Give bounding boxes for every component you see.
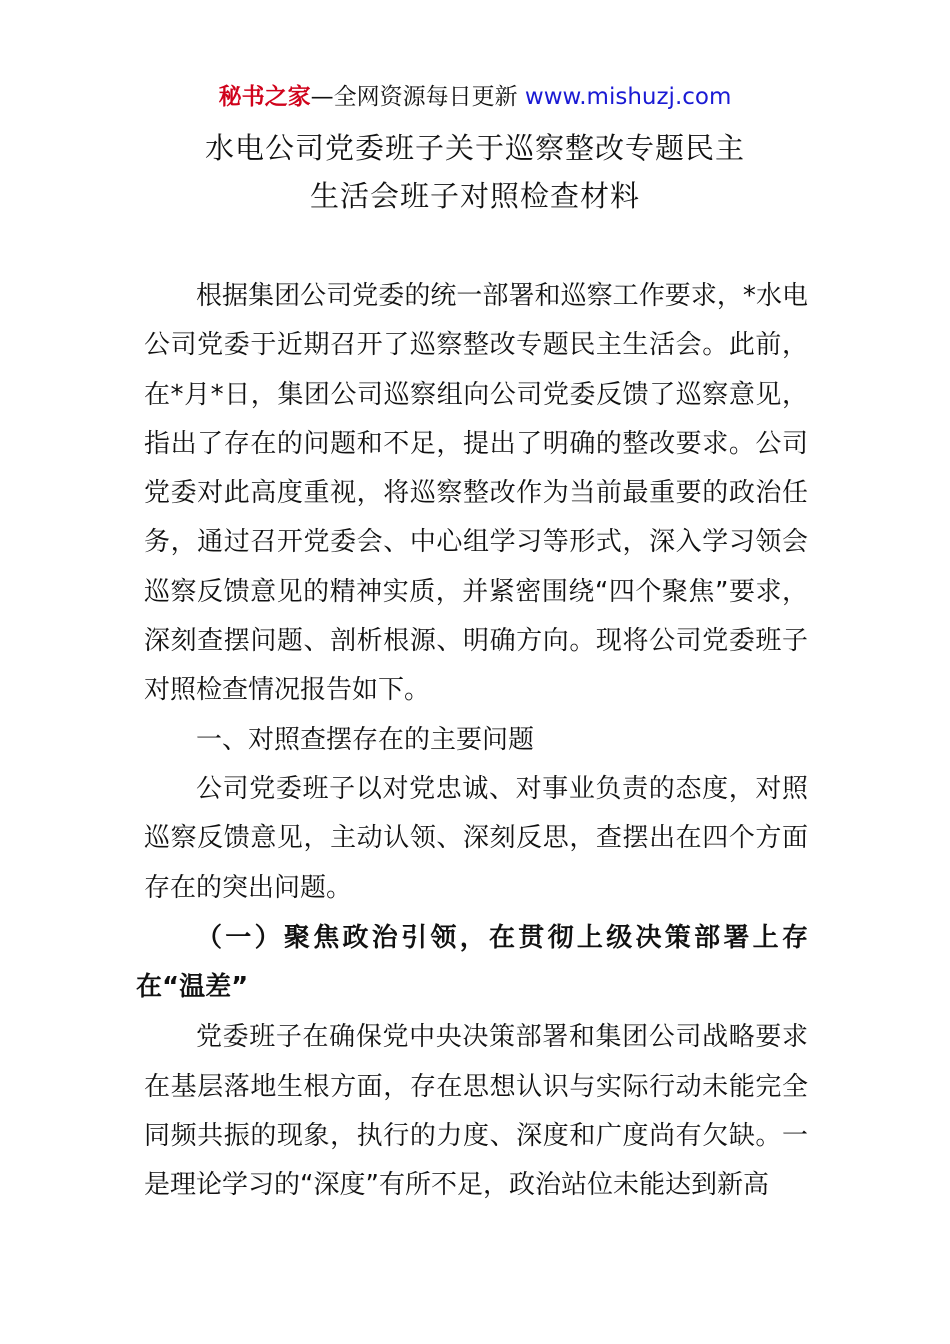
header-slogan: —全网资源每日更新	[310, 84, 525, 110]
document-title-line-2: 生活会班子对照检查材料	[309, 179, 640, 213]
site-header	[0, 80, 950, 114]
document-title-line-1: 水电公司党委班子关于巡察整改专题民主	[204, 131, 745, 165]
intro-paragraph: 根据集团公司党委的统一部署和巡察工作要求，*水电公司党委于近期召开了巡察整改专题民主生活会。此前，在*月*日，集团公司巡察组向公司党委反馈了巡察意见，指出了存在的问题和不足，提出了明确的整改要求。公司党委对此高度重视，将巡察整改作为当前最重要的政治任务，通过召开党委会、中心组学习等形式，深入学习领会巡察反馈意见的精神实质，并紧密围绕“四个聚焦”要求，深刻查摆问题、剖析根源、明确方向。现将公司党委班子对照检查情况报告如下。	[144, 281, 808, 706]
section-heading: 一、对照查摆存在的主要问题	[196, 724, 535, 755]
brand-name: 秘书之家	[218, 84, 311, 110]
document-body	[136, 272, 808, 1211]
subsection-paragraph: 党委班子在确保党中央决策部署和集团公司战略要求在基层落地生根方面，存在思想认识与实际行动未能完全同频共振的现象，执行的力度、深度和广度尚有欠缺。一是理论学习的“深度”有所不足，政治站位未能达到新高	[144, 1022, 808, 1201]
subsection-heading: （一）聚焦政治引领，在贯彻上级决策部署上存在“温差”	[136, 922, 808, 1003]
site-url[interactable]: www.mishuzj.com	[524, 84, 732, 110]
section-intro-paragraph: 公司党委班子以对党忠诚、对事业负责的态度，对照巡察反馈意见，主动认领、深刻反思，查摆出在四个方面存在的突出问题。	[144, 773, 808, 903]
